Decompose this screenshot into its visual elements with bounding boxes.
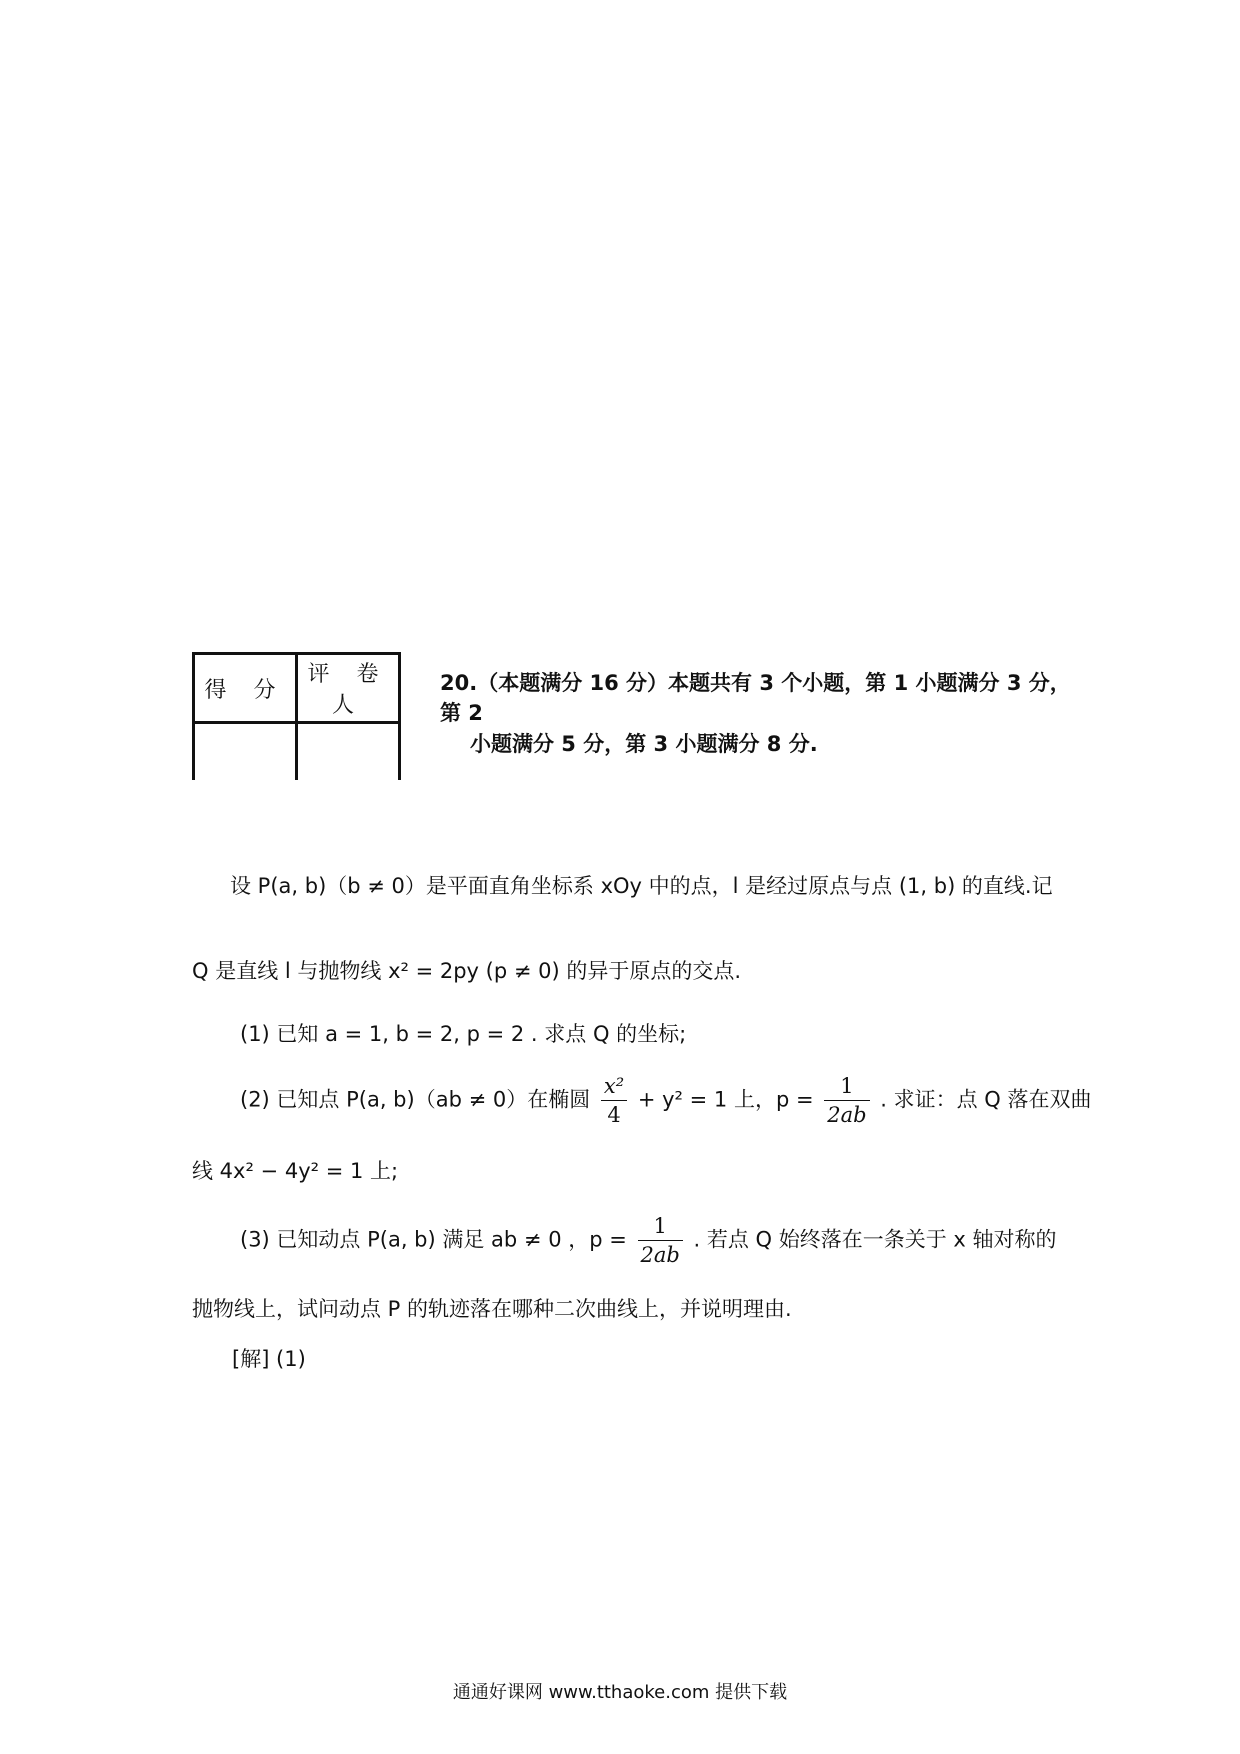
question-header-line2: 第 2 (440, 701, 483, 725)
p-fraction-2-denominator: 2ab (827, 1103, 867, 1127)
part-2-line-2: 线 4x² − 4y² = 1 上; (192, 1159, 399, 1183)
score-label: 得 分 (194, 654, 297, 723)
solution-label: [解] (1) (232, 1347, 306, 1371)
grader-label: 评 卷 人 (297, 654, 400, 723)
question-header-line1: 20.（本题满分 16 分）本题共有 3 个小题，第 1 小题满分 3 分， (440, 671, 1071, 695)
p-fraction-3-numerator: 1 (638, 1212, 683, 1241)
question-header-line3: 小题满分 5 分，第 3 小题满分 8 分. (470, 732, 818, 756)
question-header (440, 668, 1080, 759)
part-2-line-1 (240, 1072, 1091, 1129)
grader-cell (297, 723, 400, 781)
p-fraction-3 (638, 1212, 683, 1269)
part-2-text-a: (2) 已知点 P(a, b)（ab ≠ 0）在椭圆 (240, 1087, 591, 1112)
footer-source: 通通好课网 www.tthaoke.com 提供下载 (452, 1682, 788, 1703)
intro-line-1: 设 P(a, b)（b ≠ 0）是平面直角坐标系 xOy 中的点，l 是经过原点与点 (1, b) 的直线.记 (230, 874, 1053, 898)
part-3-text-a: (3) 已知动点 P(a, b) 满足 ab ≠ 0 ，p = (240, 1227, 627, 1252)
ellipse-fraction (601, 1072, 627, 1129)
part-1: (1) 已知 a = 1, b = 2, p = 2 . 求点 Q 的坐标; (240, 1022, 687, 1046)
part-3-line-2: 抛物线上，试问动点 P 的轨迹落在哪种二次曲线上，并说明理由. (192, 1297, 792, 1321)
p-fraction-3-denominator: 2ab (640, 1243, 680, 1267)
intro-line-2: Q 是直线 l 与抛物线 x² = 2py (p ≠ 0) 的异于原点的交点. (192, 959, 742, 983)
ellipse-fraction-numerator: x² (601, 1072, 627, 1101)
part-3-text-b: . 若点 Q 始终落在一条关于 x 轴对称的 (693, 1227, 1057, 1252)
part-2-text-c: . 求证：点 Q 落在双曲 (880, 1087, 1092, 1112)
p-fraction-2 (824, 1072, 869, 1129)
ellipse-fraction-denominator: 4 (607, 1103, 621, 1127)
score-cell (194, 723, 297, 781)
part-2-text-b: + y² = 1 上，p = (637, 1087, 814, 1112)
p-fraction-2-numerator: 1 (824, 1072, 869, 1101)
score-table (192, 652, 401, 780)
part-3-line-1 (240, 1212, 1057, 1269)
